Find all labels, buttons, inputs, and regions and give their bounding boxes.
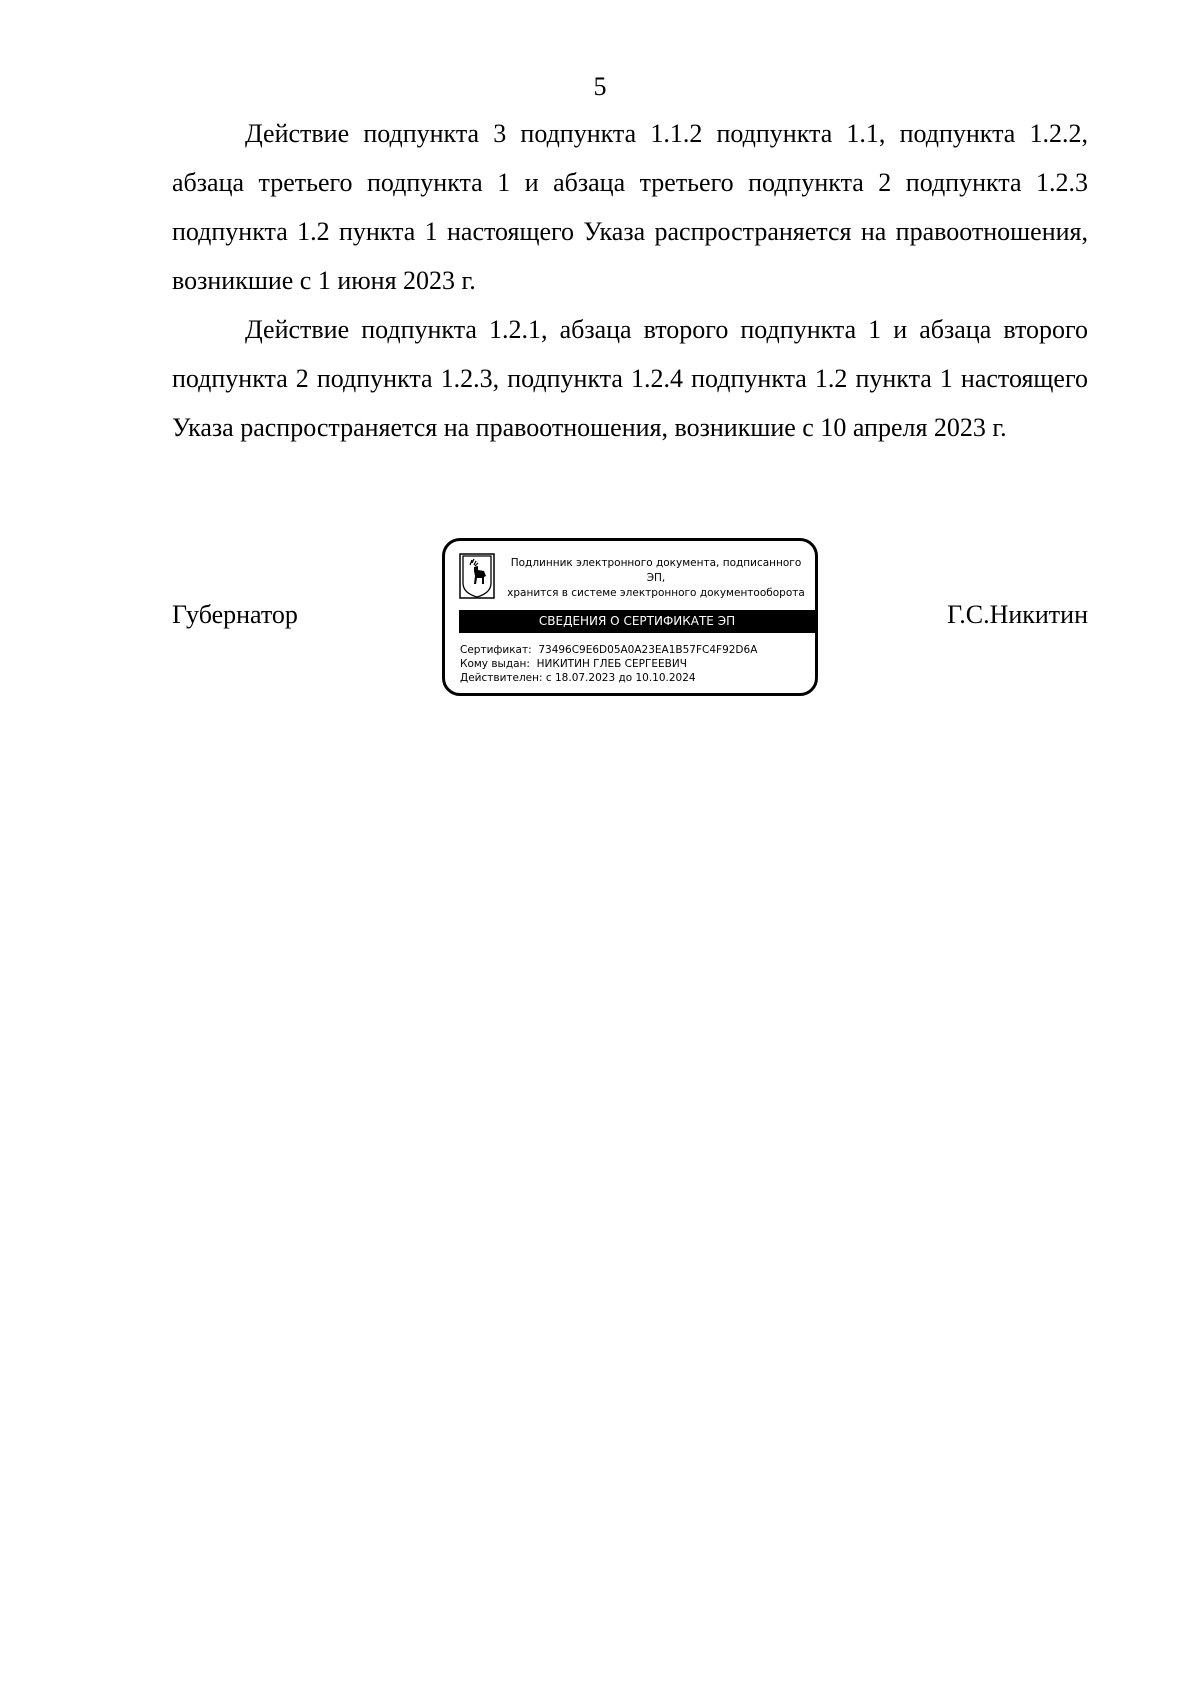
valid-value: с 18.07.2023 до 10.10.2024	[545, 672, 696, 684]
issued-to-label: Кому выдан:	[460, 658, 530, 670]
stamp-title-bar: СВЕДЕНИЯ О СЕРТИФИКАТЕ ЭП	[459, 610, 815, 633]
stamp-header-line: хранится в системе электронного документооборота	[507, 587, 805, 599]
deer-emblem-icon	[459, 553, 495, 599]
certificate-value: 73496C9E6D05A0A23EA1B57FC4F92D6A	[538, 644, 758, 656]
certificate-line	[460, 643, 810, 657]
valid-label: Действителен:	[460, 672, 543, 684]
document-body	[172, 109, 1088, 452]
certificate-label: Сертификат:	[460, 644, 532, 656]
issued-to-value: НИКИТИН ГЛЕБ СЕРГЕЕВИЧ	[536, 658, 687, 670]
signer-name: Г.С.Никитин	[947, 600, 1088, 629]
stamp-header-line: Подлинник электронного документа, подписанного ЭП,	[510, 557, 802, 584]
stamp-header	[501, 556, 811, 601]
page-number: 5	[593, 72, 607, 101]
signer-position: Губернатор	[172, 600, 298, 629]
issued-to-line	[460, 657, 810, 671]
signature-block	[172, 538, 1088, 702]
paragraph-effective-june: Действие подпункта 3 подпункта 1.1.2 подпункта 1.1, подпункта 1.2.2, абзаца третьего подпункта 1 и абзаца третьего подпункта 2 подпункта 1.2.3 подпункта 1.2 пункта 1 настоящего Указа распространяется на правоотношения, возникшие с 1 июня 2023 г.	[172, 119, 1088, 295]
paragraph-effective-april: Действие подпункта 1.2.1, абзаца второго подпункта 1 и абзаца второго подпункта 2 подпункта 1.2.3, подпункта 1.2.4 подпункта 1.2 пункта 1 настоящего Указа распространяется на правоотношения, возникшие с 10 апреля 2023 г.	[172, 315, 1088, 442]
valid-period-line	[460, 671, 810, 685]
electronic-signature-stamp	[442, 538, 818, 696]
certificate-details	[460, 643, 810, 685]
